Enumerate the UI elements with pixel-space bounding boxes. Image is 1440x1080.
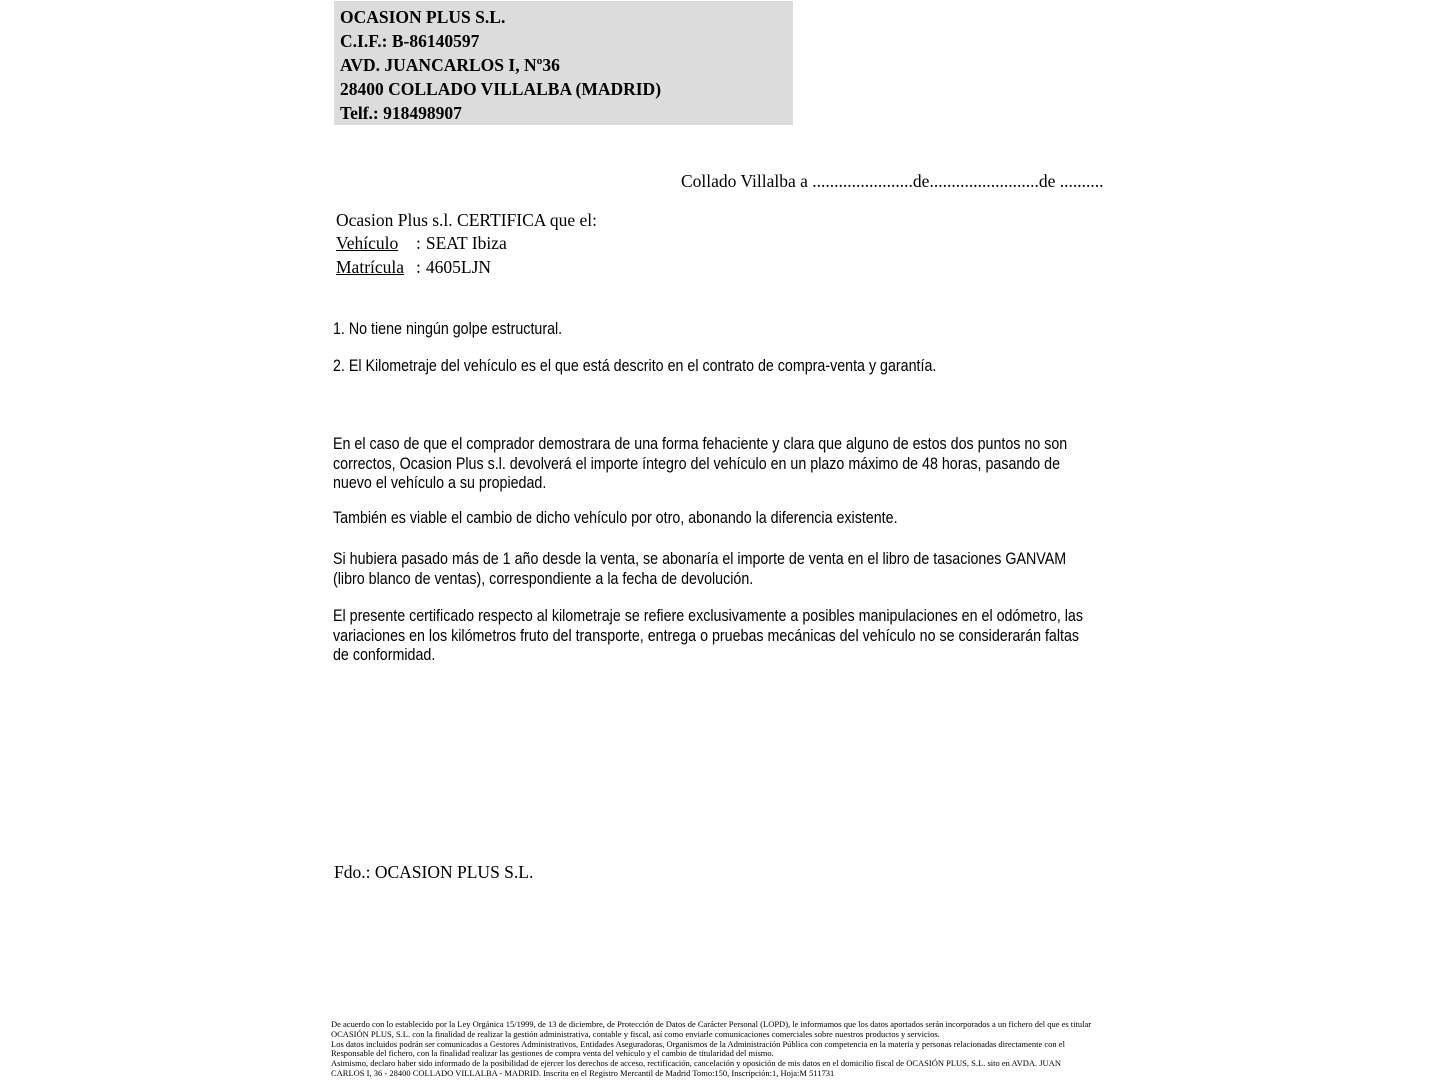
- vehicle-field-value: SEAT Ibiza: [425, 233, 507, 254]
- legal-line-3: Los datos incluidos podrán ser comunicados a Gestores Administrativos, Entidades Aseguradoras, Organismos de la Administración Pública con competencia en la materia y personas relacionadas directamente con el: [331, 1038, 1065, 1049]
- legal-line-1: De acuerdo con lo establecido por la Ley Orgánica 15/1999, de 13 de diciembre, de Protección de Datos de Carácter Personal (LOPD), le informamos que los datos aportados serán incorporados a un fichero del que es titular: [331, 1019, 1092, 1029]
- vehicle-field-row: [336, 232, 597, 255]
- legal-line-6: CARLOS I, 36 - 28400 COLLADO VILLALBA - MADRID. Inscrita en el Registro Mercantil de Madrid Tomo:150, Inscripción:1, Hoja:M 511731: [331, 1067, 835, 1078]
- legal-line-4: Responsable del fichero, con la finalidad realizar las gestiones de compra venta del vehículo y el cambio de titularidad del mismo.: [331, 1048, 774, 1059]
- certification-intro: Ocasion Plus s.l. CERTIFICA que el:: [336, 210, 597, 230]
- certification-block: [336, 209, 597, 279]
- company-address: AVD. JUANCARLOS I, Nº36: [340, 55, 560, 75]
- company-phone: Telf.: 918498907: [340, 103, 462, 123]
- plate-field-label: Matrícula: [336, 256, 405, 277]
- body-paragraph-odometer: El presente certificado respecto al kilometraje se refiere exclusivamente a posibles manipulaciones en el odómetro, las variaciones en los kilómetros fruto del transporte, entrega o pruebas mecánicas del vehículo no se considerarán faltas de conformidad.: [333, 606, 1083, 665]
- company-header-box: [334, 1, 793, 125]
- plate-field-row: [336, 256, 597, 279]
- plate-field-value: 4605LJN: [425, 256, 492, 277]
- legal-footer: [331, 1020, 1091, 1079]
- plate-field-separator: :: [416, 256, 421, 277]
- body-paragraph-exchange: También es viable el cambio de dicho vehículo por otro, abonando la diferencia existente.: [333, 508, 898, 527]
- numbered-item-1: 1. No tiene ningún golpe estructural.: [333, 319, 563, 338]
- signature-line: Fdo.: OCASION PLUS S.L.: [334, 862, 534, 882]
- body-paragraph-refund: En el caso de que el comprador demostrara de una forma fehaciente y clara que alguno de estos dos puntos no son correctos, Ocasion Plus s.l. devolverá el importe íntegro del vehículo en un plazo máximo de 48 horas, pasando de nuevo el vehículo a su propiedad.: [333, 434, 1068, 493]
- legal-line-5: Asimismo, declaro haber sido informado de la posibilidad de ejercer los derechos de acceso, rectificación, cancelación y oposición de mis datos en el domicilio fiscal de OCASIÓN PLUS, S.L. sito en AVDA. JUAN: [331, 1058, 1061, 1069]
- company-city: 28400 COLLADO VILLALBA (MADRID): [340, 79, 662, 99]
- body-paragraph-ganvam: Si hubiera pasado más de 1 año desde la venta, se abonaría el importe de venta en el libro de tasaciones GANVAM (libro blanco de ventas), correspondiente a la fecha de devolución.: [333, 549, 1067, 588]
- vehicle-field-separator: :: [416, 233, 421, 254]
- legal-line-2: OCASIÓN PLUS, S.L. con la finalidad de realizar la gestión administrativa, contable y fiscal, así como enviarle comunicaciones comerciales sobre nuestros productos y servicios.: [331, 1028, 940, 1039]
- company-name: OCASION PLUS S.L.: [340, 7, 506, 27]
- date-line: Collado Villalba a .......................de.........................de ..........: [681, 171, 1104, 191]
- company-cif: C.I.F.: B-86140597: [340, 31, 480, 51]
- vehicle-field-label: Vehículo: [336, 233, 399, 254]
- numbered-item-2: 2. El Kilometraje del vehículo es el que está descrito en el contrato de compra-venta y garantía.: [333, 356, 937, 375]
